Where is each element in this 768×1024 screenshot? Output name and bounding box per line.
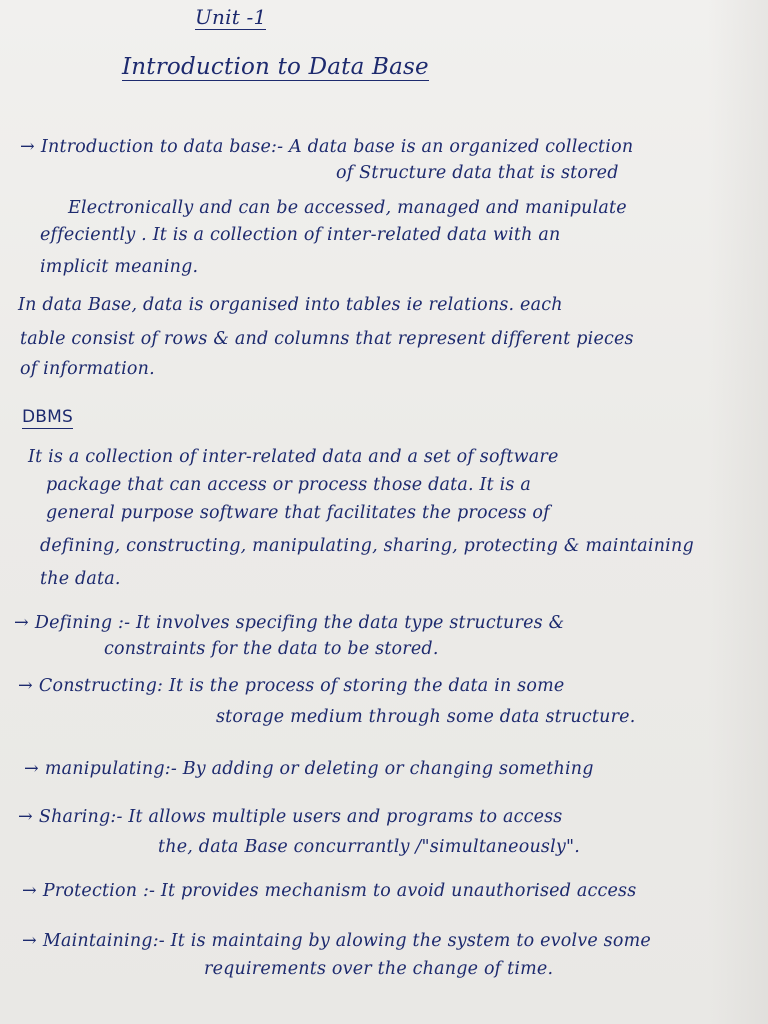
arrow-icon: → (20, 137, 35, 157)
page-title: Introduction to Data Base (122, 54, 429, 80)
arrow-icon: → (22, 881, 37, 901)
arrow-icon: → (18, 676, 33, 696)
protection-text: Protection :- It provides mechanism to avoid unauthorised access (42, 881, 637, 901)
dbms-line-1: It is a collection of inter-related data and a set of software (28, 447, 559, 467)
protection-line (22, 880, 636, 902)
defining-line-2: constraints for the data to be stored. (104, 639, 439, 659)
defining-text: Defining :- It involves specifing the data type structures & (34, 613, 565, 633)
intro-line-2: of Structure data that is stored (336, 163, 619, 183)
dbms-line-3: general purpose software that facilitates the process of (46, 503, 550, 523)
constructing-line-1 (18, 675, 564, 697)
intro-line-5: implicit meaning. (40, 257, 199, 277)
sharing-text: Sharing:- It allows multiple users and programs to access (38, 807, 563, 827)
maintaining-text: Maintaining:- It is maintaing by alowing the system to evolve some (42, 931, 651, 951)
defining-line-1 (14, 612, 564, 634)
dbms-line-5: the data. (40, 569, 121, 589)
intro-line-4: effeciently . It is a collection of inter-related data with an (40, 225, 561, 245)
dbms-line-2: package that can access or process those data. It is a (46, 475, 532, 495)
maintaining-line-2: requirements over the change of time. (204, 959, 554, 979)
sharing-line-2: the, data Base concurrantly /"simultaneously". (158, 837, 580, 857)
db-line-1: In data Base, data is organised into tables ie relations. each (18, 295, 563, 315)
dbms-heading: DBMS (22, 407, 74, 427)
manipulating-text: manipulating:- By adding or deleting or changing something (44, 759, 594, 779)
intro-line-1 (20, 136, 633, 158)
dbms-line-4: defining, constructing, manipulating, sharing, protecting & maintaining (40, 536, 694, 556)
unit-heading: Unit -1 (195, 5, 267, 29)
db-line-2: table consist of rows & and columns that represent different pieces (20, 329, 634, 349)
constructing-line-2: storage medium through some data structure. (216, 707, 636, 727)
intro-text: Introduction to data base:- A data base is an organized collection (40, 137, 634, 157)
sharing-line-1 (18, 806, 563, 828)
constructing-text: Constructing: It is the process of storing the data in some (38, 676, 565, 696)
intro-line-3: Electronically and can be accessed, managed and manipulate (68, 198, 627, 218)
arrow-icon: → (18, 807, 33, 827)
arrow-icon: → (22, 931, 37, 951)
arrow-icon: → (14, 613, 29, 633)
db-line-3: of information. (20, 359, 155, 379)
manipulating-line (24, 758, 594, 780)
page-shadow (708, 0, 768, 1024)
arrow-icon: → (24, 759, 39, 779)
maintaining-line-1 (22, 930, 651, 952)
